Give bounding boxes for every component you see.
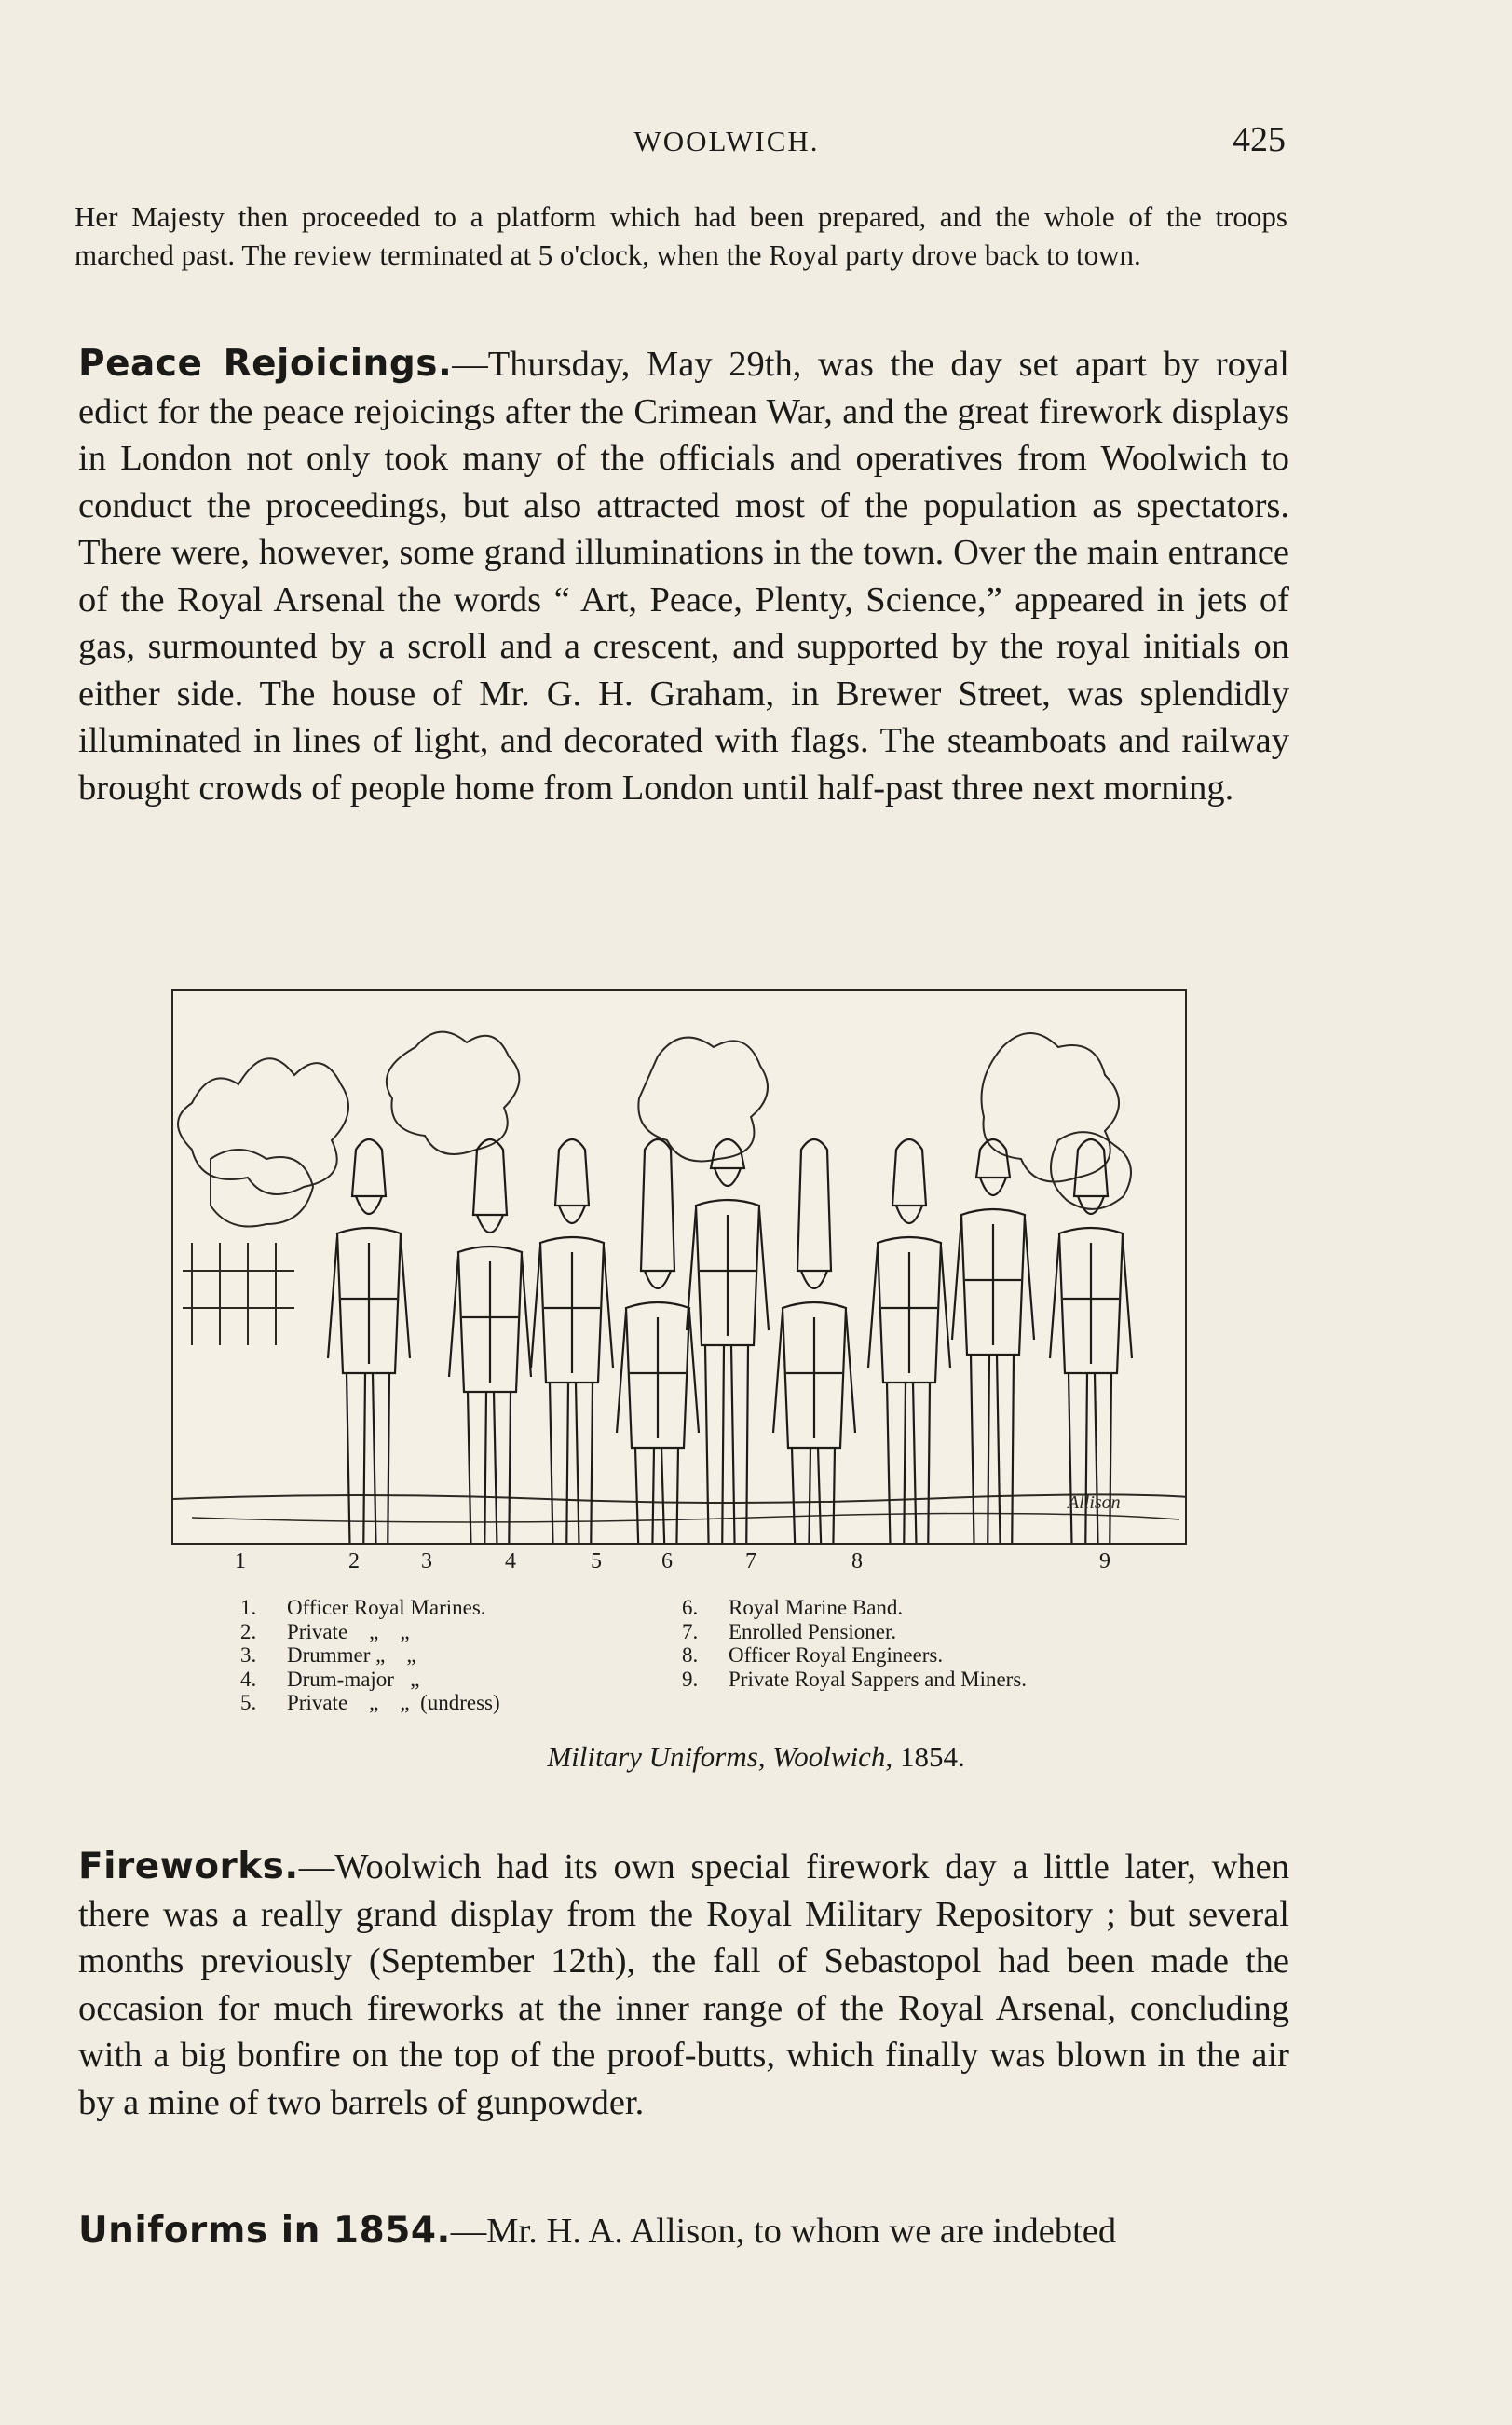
key-label: Royal Marine Band. xyxy=(729,1596,904,1619)
key-number: 7. xyxy=(682,1619,699,1643)
key-label: Drummer „ „ xyxy=(287,1643,416,1667)
key-item xyxy=(240,1643,500,1668)
key-label: Private Royal Sappers and Miners. xyxy=(729,1667,1028,1691)
running-title: WOOLWICH. xyxy=(633,125,820,157)
figure-numbers xyxy=(171,1544,1183,1577)
caption-year: 1854. xyxy=(899,1740,965,1773)
caption-title: Military Uniforms, Woolwich, xyxy=(547,1740,893,1773)
key-item xyxy=(240,1596,500,1620)
soldier-figure xyxy=(617,1139,699,1543)
key-number: 8. xyxy=(682,1643,699,1667)
engraver-signature: Allison xyxy=(1068,1492,1121,1513)
key-item xyxy=(240,1620,500,1644)
section-heading: Fireworks. xyxy=(78,1846,299,1887)
key-item xyxy=(682,1620,1027,1644)
figure-number: 6 xyxy=(661,1549,673,1574)
key-number: 6. xyxy=(682,1596,699,1619)
key-label: Drum-major „ xyxy=(287,1667,420,1691)
key-number: 2. xyxy=(240,1619,257,1643)
intro-paragraph: Her Majesty then proceeded to a platform which had been prepared, and the whole of the troops marched past. The review terminated at 5 o'clock, when the Royal party drove back to town. xyxy=(75,200,1287,271)
section-heading: Peace Rejoicings. xyxy=(78,343,453,385)
figure-number: 4 xyxy=(505,1549,516,1574)
figure-number: 1 xyxy=(235,1549,246,1574)
soldier-figure xyxy=(328,1139,410,1543)
key-number: 3. xyxy=(240,1643,257,1667)
key-item xyxy=(682,1643,1027,1668)
soldier-figure xyxy=(687,1139,769,1543)
soldier-figure xyxy=(531,1139,613,1543)
figure-number: 9 xyxy=(1099,1549,1110,1574)
section-text: —Mr. H. A. Allison, to whom we are indebted xyxy=(450,2212,1117,2251)
page-number: 425 xyxy=(1233,120,1286,159)
figure-key-left xyxy=(240,1596,500,1715)
key-item xyxy=(240,1668,500,1692)
key-item xyxy=(682,1668,1027,1692)
soldier-figure xyxy=(773,1139,855,1543)
soldier-figure xyxy=(952,1139,1034,1543)
running-head xyxy=(75,119,1286,166)
key-item xyxy=(682,1596,1027,1620)
figure-key-right xyxy=(682,1596,1027,1691)
key-number: 5. xyxy=(240,1691,257,1714)
figure-number: 7 xyxy=(745,1549,756,1574)
figure-caption xyxy=(0,1740,1512,1774)
key-label: Private „ „ xyxy=(287,1619,410,1643)
key-label: Enrolled Pensioner. xyxy=(729,1619,897,1643)
figure-number: 5 xyxy=(591,1549,602,1574)
fireworks-paragraph xyxy=(78,1844,1289,2126)
section-heading: Uniforms in 1854. xyxy=(78,2210,451,2252)
key-number: 4. xyxy=(240,1667,257,1691)
figure-number: 3 xyxy=(421,1549,432,1574)
figure-number: 8 xyxy=(851,1549,863,1574)
soldier-figure xyxy=(868,1139,950,1543)
key-item xyxy=(240,1691,500,1715)
military-uniforms-illustration xyxy=(171,989,1187,1545)
key-number: 9. xyxy=(682,1667,699,1691)
uniforms-paragraph xyxy=(78,2208,1289,2255)
key-label: Private „ „ (undress) xyxy=(287,1691,500,1714)
key-label: Officer Royal Engineers. xyxy=(729,1643,944,1667)
key-label: Officer Royal Marines. xyxy=(287,1596,486,1619)
section-text: —Thursday, May 29th, was the day set apart by royal edict for the peace rejoicings after the Crimean War, and the great firework displays in London not only took many of the officials and operatives from Woolwich to conduct the proceedings, but also attracted most of the population as spectators. There were, however, some grand illuminations in the town. Over the main entrance of the Royal Arsenal the words “ Art, Peace, Plenty, Science,” appeared in jets of gas, surmounted by a scroll and a crescent, and supported by the royal initials on either side. The house of Mr. G. H. Graham, in Brewer Street, was splendidly illuminated in lines of light, and decorated with flags. The steamboats and railway brought crowds of people home from London until half-past three next morning. xyxy=(78,345,1289,808)
engraving xyxy=(173,991,1185,1543)
soldier-figure xyxy=(449,1139,531,1543)
peace-rejoicings-paragraph xyxy=(78,341,1289,811)
section-text: —Woolwich had its own special firework day a little later, when there was a really grand display from the Royal Military Repository ; but several months previously (September 12th), the fall of Sebastopol had been made the occasion for much fireworks at the inner range of the Royal Arsenal, concluding with a big bonfire on the top of the proof-butts, which finally was blown in the air by a mine of two barrels of gunpowder. xyxy=(78,1847,1289,2122)
figure-number: 2 xyxy=(348,1549,360,1574)
key-number: 1. xyxy=(240,1596,257,1619)
